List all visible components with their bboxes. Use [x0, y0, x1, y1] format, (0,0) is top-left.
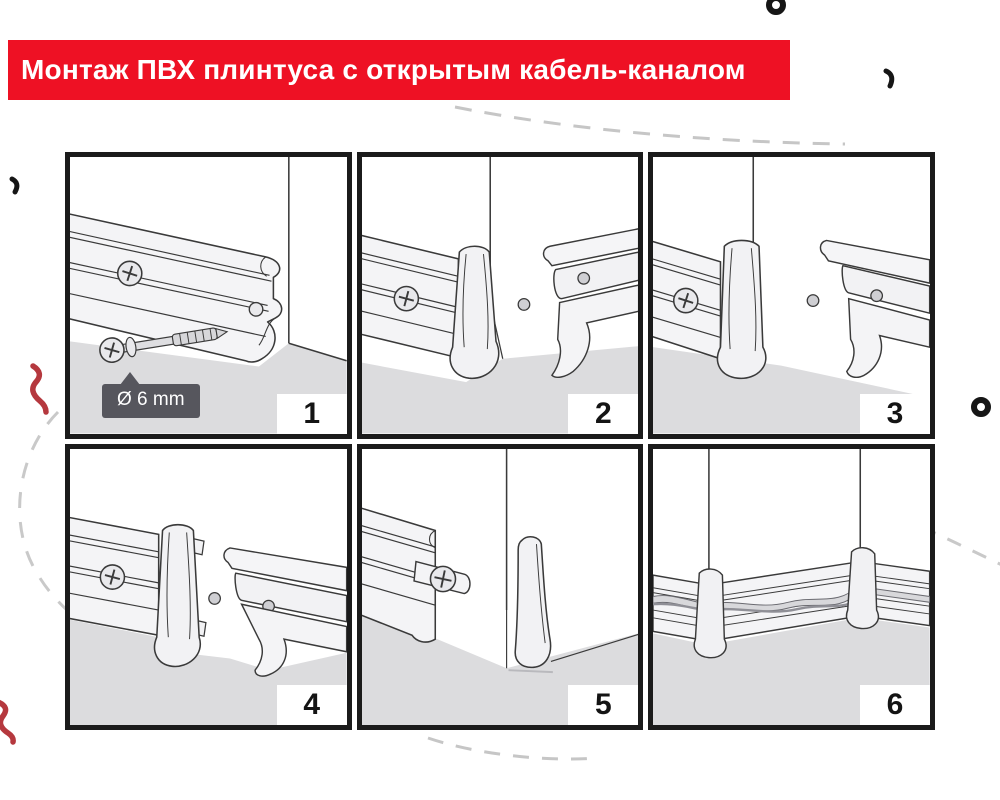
steps-grid: [65, 152, 935, 730]
dowel-pin-icon: [518, 299, 530, 311]
dowel-pin-icon: [578, 272, 590, 284]
inner-corner-cap: [718, 240, 766, 378]
step-panel-1: [65, 152, 352, 439]
phillips-screw-icon: [674, 288, 698, 312]
dowel-pin-icon: [808, 295, 820, 307]
step-number: 2: [568, 394, 638, 434]
step-2-illustration: [362, 157, 639, 434]
title-banner: [8, 40, 790, 100]
step-number: 5: [568, 685, 638, 725]
phillips-screw-icon: [118, 261, 142, 285]
mount-hole: [249, 303, 262, 317]
step-number: 4: [277, 685, 347, 725]
donut-dot-icon: [769, 0, 783, 12]
page-title: Монтаж ПВХ плинтуса с открытым кабель-каналом: [21, 54, 746, 85]
joint-connector: [155, 524, 201, 666]
step-number: 6: [860, 685, 930, 725]
dashed-arc-icon: [20, 412, 70, 613]
dashed-arc-icon: [428, 738, 596, 759]
phillips-screw-icon: [394, 287, 418, 311]
comma-icon: [12, 179, 17, 192]
inner-corner-cap: [847, 547, 879, 628]
dashed-arc-icon: [455, 107, 845, 144]
step-panel-2: [357, 152, 644, 439]
squiggle-icon: [33, 366, 46, 412]
step-panel-4: [65, 444, 352, 731]
step-panel-5: [357, 444, 644, 731]
step-number: 3: [860, 394, 930, 434]
step-number: 1: [277, 394, 347, 434]
dowel-pin-icon: [209, 592, 221, 604]
comma-icon: [886, 71, 892, 86]
step-5-illustration: [362, 449, 639, 726]
donut-dot-icon: [974, 400, 988, 414]
step-4-illustration: [70, 449, 347, 726]
step-panel-6: [648, 444, 935, 731]
phillips-screw-icon: [100, 564, 124, 588]
step-6-illustration: [653, 449, 930, 726]
phillips-screw-icon: [430, 566, 455, 591]
dowel-pin-icon: [871, 290, 883, 302]
drill-diameter-badge: Ø 6 mm: [102, 384, 200, 418]
inner-corner-cap: [695, 569, 727, 658]
step-panel-3: [648, 152, 935, 439]
step-3-illustration: [653, 157, 930, 434]
squiggle-icon: [0, 702, 13, 742]
